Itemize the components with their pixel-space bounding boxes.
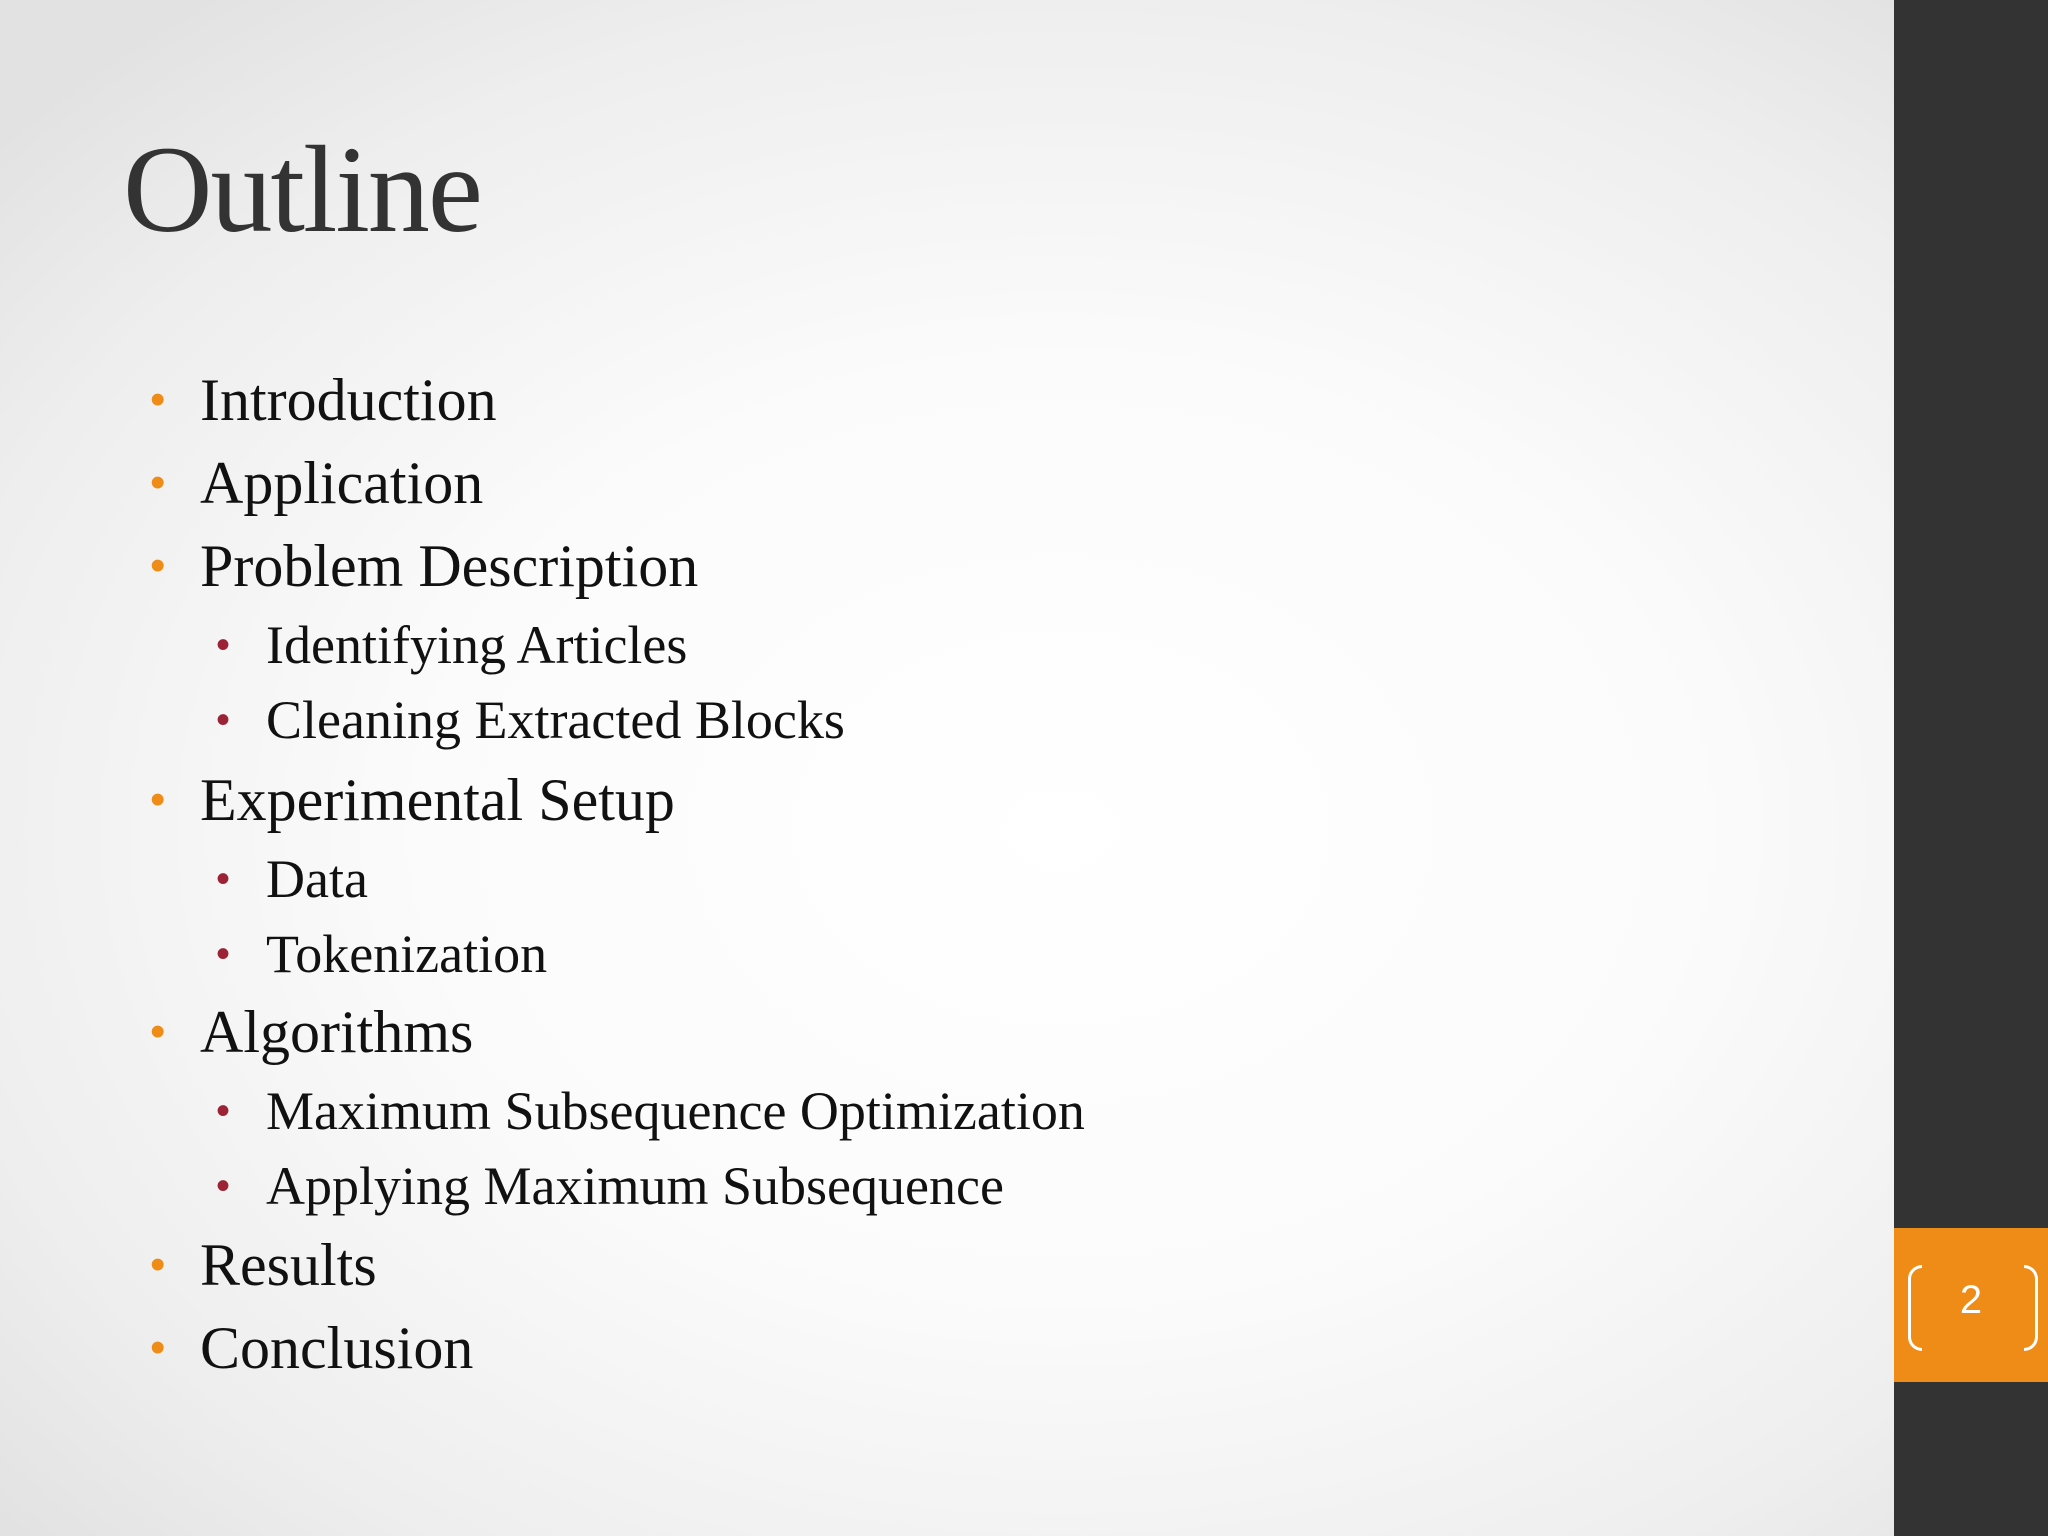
- sub-bullet-icon: •: [216, 857, 231, 901]
- outline-item-algorithms: [150, 996, 473, 1068]
- outline-item-label: Experimental Setup: [200, 767, 675, 833]
- outline-subitem-maximum-subsequence-optimization: [216, 1078, 1085, 1144]
- outline-item-label: Tokenization: [266, 924, 548, 984]
- outline-subitem-tokenization: [216, 921, 547, 987]
- outline-item-label: Problem Description: [200, 533, 699, 599]
- outline-item-label: Conclusion: [200, 1315, 474, 1381]
- slide-title: Outline: [123, 121, 481, 258]
- page-number: 2: [1959, 1278, 1983, 1322]
- bullet-icon: •: [150, 541, 166, 590]
- outline-subitem-applying-maximum-subsequence: [216, 1153, 1004, 1219]
- slide-sidebar: [1894, 0, 2048, 1536]
- outline-item-label: Introduction: [200, 367, 497, 433]
- outline-item-label: Results: [200, 1232, 377, 1298]
- outline-item-label: Identifying Articles: [266, 615, 688, 675]
- outline-item-label: Application: [200, 450, 484, 516]
- outline-item-experimental-setup: [150, 764, 675, 836]
- bullet-icon: •: [150, 1240, 166, 1289]
- outline-item-label: Algorithms: [200, 999, 474, 1065]
- right-bracket-icon: [2024, 1265, 2038, 1351]
- outline-subitem-identifying-articles: [216, 612, 687, 678]
- outline-item-label: Applying Maximum Subsequence: [266, 1156, 1004, 1216]
- bullet-icon: •: [150, 458, 166, 507]
- bullet-icon: •: [150, 375, 166, 424]
- sub-bullet-icon: •: [216, 698, 231, 742]
- outline-item-label: Data: [266, 849, 368, 909]
- bullet-icon: •: [150, 775, 166, 824]
- bullet-icon: •: [150, 1323, 166, 1372]
- outline-subitem-data: [216, 846, 368, 912]
- sub-bullet-icon: •: [216, 1089, 231, 1133]
- sub-bullet-icon: •: [216, 623, 231, 667]
- outline-item-label: Cleaning Extracted Blocks: [266, 690, 845, 750]
- outline-item-results: [150, 1229, 377, 1301]
- sub-bullet-icon: •: [216, 932, 231, 976]
- outline-subitem-cleaning-extracted-blocks: [216, 687, 845, 753]
- bullet-icon: •: [150, 1007, 166, 1056]
- outline-item-problem-description: [150, 530, 698, 602]
- outline-item-label: Maximum Subsequence Optimization: [266, 1081, 1085, 1141]
- outline-item-application: [150, 447, 483, 519]
- outline-item-introduction: [150, 364, 497, 436]
- page-number-tab: [1894, 1228, 2048, 1382]
- sub-bullet-icon: •: [216, 1164, 231, 1208]
- outline-item-conclusion: [150, 1312, 473, 1384]
